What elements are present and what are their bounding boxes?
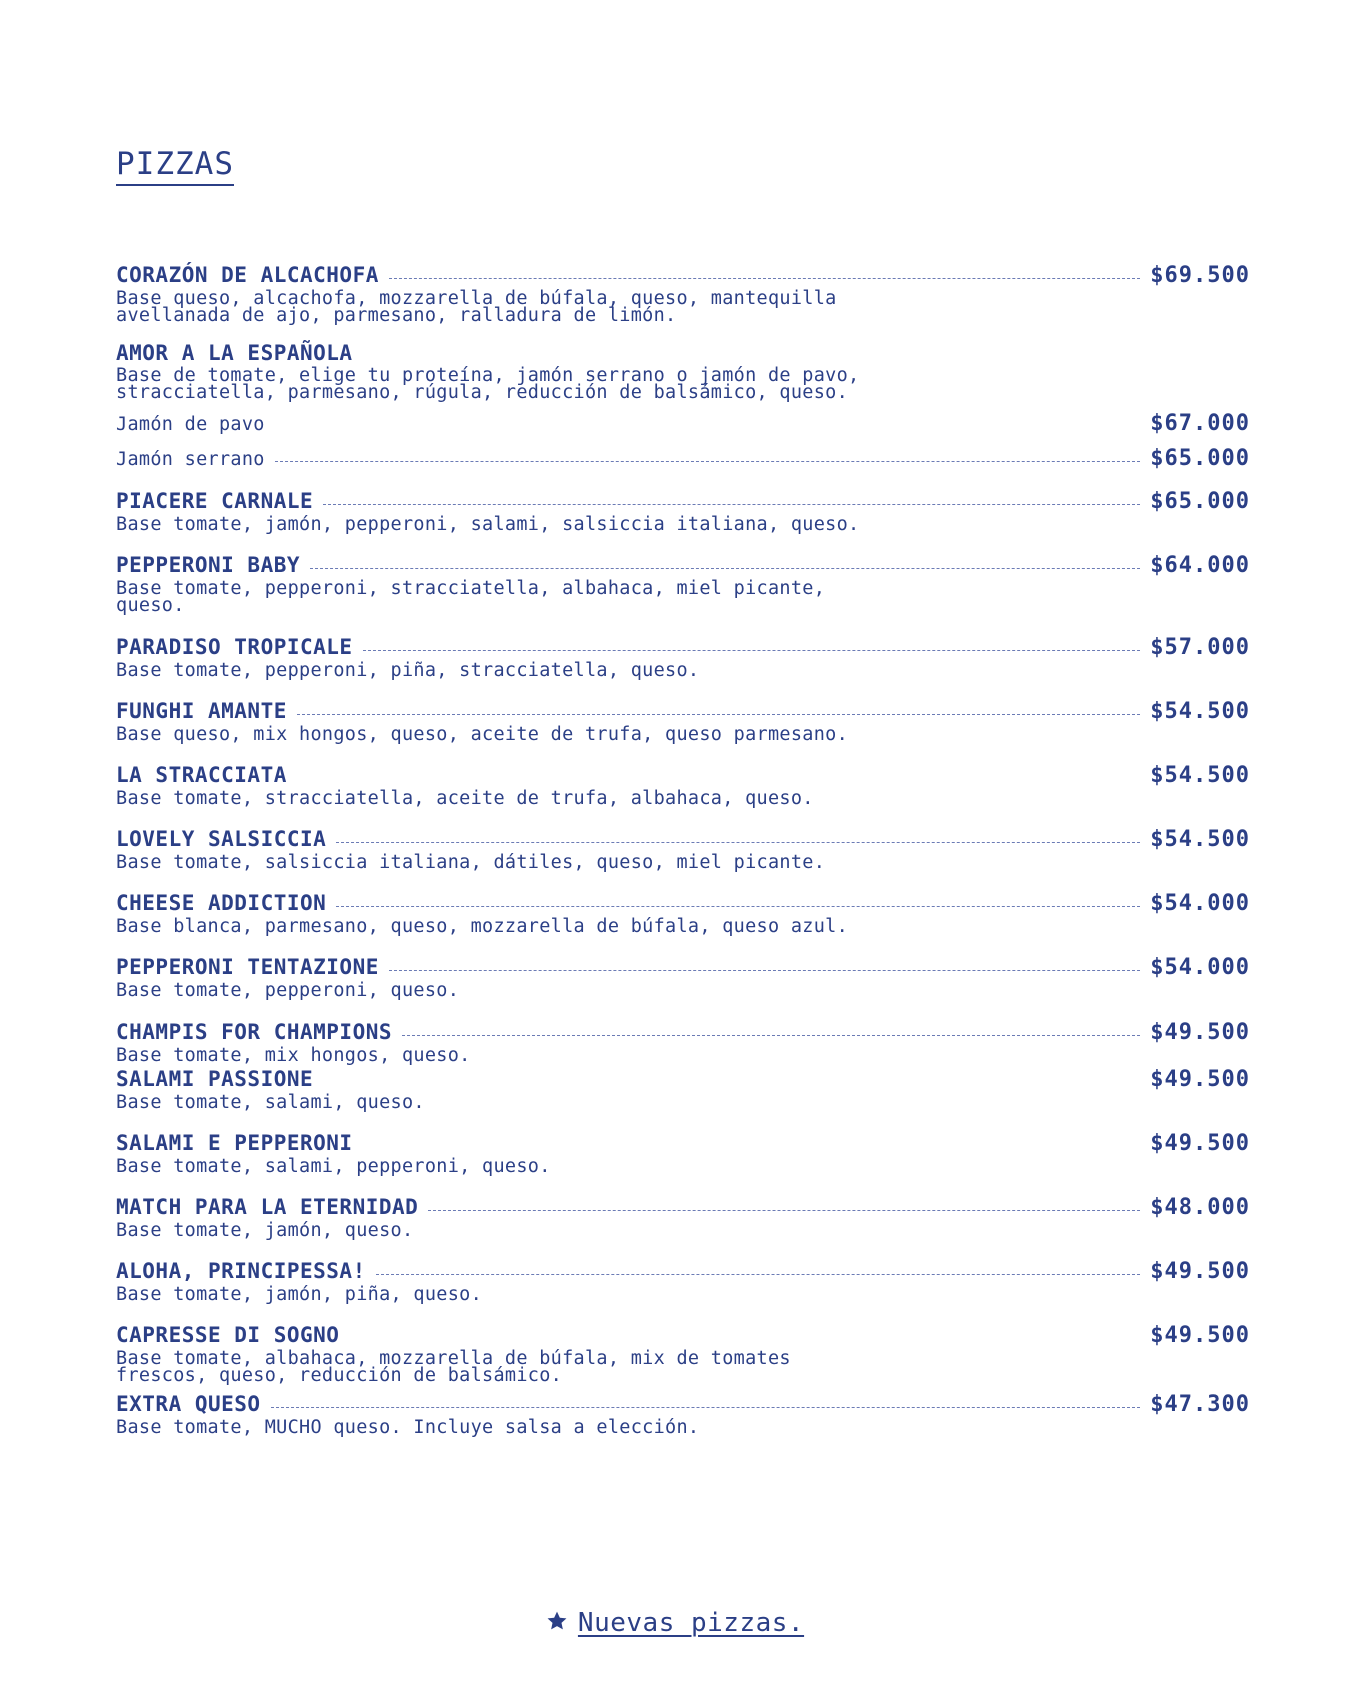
dotted-leader bbox=[297, 714, 1140, 715]
dotted-leader bbox=[376, 1274, 1141, 1275]
menu-item-name: MATCH PARA LA ETERNIDAD bbox=[116, 1195, 419, 1219]
menu-item-name: SALAMI E PEPPERONI bbox=[116, 1131, 353, 1155]
menu-item-price: $49.500 bbox=[1150, 1259, 1250, 1284]
menu-item-name: LA STRACCIATA bbox=[116, 763, 287, 787]
menu-item bbox=[116, 1259, 1250, 1303]
dotted-leader bbox=[275, 461, 1141, 462]
menu-item-name: AMOR A LA ESPAÑOLA bbox=[116, 341, 353, 365]
menu-item-description: Base queso, mix hongos, queso, aceite de trufa, queso parmesano. bbox=[116, 724, 849, 745]
dotted-leader bbox=[389, 278, 1140, 279]
menu-item-header bbox=[116, 489, 1250, 514]
dotted-leader bbox=[310, 568, 1140, 569]
menu-item-variant bbox=[116, 411, 1250, 436]
variant-price: $65.000 bbox=[1150, 446, 1250, 471]
menu-item-description: Base tomate, jamón, queso. bbox=[116, 1220, 414, 1241]
menu-item bbox=[116, 1131, 1250, 1175]
menu-item-price: $54.000 bbox=[1150, 891, 1250, 916]
menu-item-price: $47.300 bbox=[1150, 1392, 1250, 1417]
menu-item-name: FUNGHI AMANTE bbox=[116, 699, 287, 723]
menu-item-description: Base tomate, pepperoni, piña, stracciatella, queso. bbox=[116, 660, 700, 681]
footer-note bbox=[0, 1608, 1350, 1638]
menu-item-price: $49.500 bbox=[1150, 1323, 1250, 1348]
menu-item bbox=[116, 891, 1250, 935]
menu-item bbox=[116, 827, 1250, 871]
menu-items-list bbox=[116, 243, 1250, 1436]
menu-item-name: LOVELY SALSICCIA bbox=[116, 827, 327, 851]
menu-item-description: Base de tomate, elige tu proteína, jamón serrano o jamón de pavo, stracciatella, parmesano, rúgula, reducción de balsámico, queso. bbox=[116, 365, 860, 403]
menu-item-header bbox=[116, 891, 1250, 916]
menu-item-price: $54.500 bbox=[1150, 827, 1250, 852]
menu-item-description: Base tomate, albahaca, mozzarella de búfala, mix de tomates frescos, queso, reducción de balsámico. bbox=[116, 1348, 791, 1386]
variant-price: $67.000 bbox=[1150, 411, 1250, 436]
menu-item-price: $69.500 bbox=[1150, 263, 1250, 288]
menu-item-description: Base tomate, salami, queso. bbox=[116, 1092, 425, 1113]
menu-item-variant bbox=[116, 446, 1250, 471]
menu-item-price: $64.000 bbox=[1150, 553, 1250, 578]
menu-item-description: Base queso, alcachofa, mozzarella de búfala, queso, mantequilla avellanada de ajo, parmesano, ralladura de limón. bbox=[116, 288, 837, 326]
menu-item-header bbox=[116, 699, 1250, 724]
menu-item-header bbox=[116, 1067, 1250, 1092]
dotted-leader bbox=[363, 650, 1141, 651]
menu-item-price: $65.000 bbox=[1150, 489, 1250, 514]
menu-item-header bbox=[116, 955, 1250, 980]
dotted-leader bbox=[363, 1146, 1141, 1147]
dotted-leader bbox=[402, 1035, 1140, 1036]
menu-item bbox=[116, 263, 1250, 324]
dotted-leader bbox=[323, 504, 1140, 505]
menu-item-price: $54.000 bbox=[1150, 955, 1250, 980]
menu-item-price: $54.500 bbox=[1150, 699, 1250, 724]
menu-item-name: PEPPERONI BABY bbox=[116, 553, 301, 577]
dotted-leader bbox=[336, 906, 1140, 907]
menu-item-header bbox=[116, 263, 1250, 288]
menu-item bbox=[116, 1323, 1250, 1384]
menu-item-header bbox=[116, 763, 1250, 788]
menu-item bbox=[116, 1195, 1250, 1239]
menu-item-name: PARADISO TROPICALE bbox=[116, 635, 353, 659]
new-pizzas-note: Nuevas pizzas. bbox=[577, 1608, 805, 1638]
menu-item-description: Base blanca, parmesano, queso, mozzarella de búfala, queso azul. bbox=[116, 916, 849, 937]
variant-name: Jamón de pavo bbox=[116, 414, 265, 435]
menu-item-description: Base tomate, jamón, pepperoni, salami, salsiccia italiana, queso. bbox=[116, 514, 860, 535]
dotted-leader bbox=[323, 1082, 1140, 1083]
menu-item-name: SALAMI PASSIONE bbox=[116, 1067, 314, 1091]
menu-item-price: $49.500 bbox=[1150, 1131, 1250, 1156]
menu-item-description: Base tomate, jamón, piña, queso. bbox=[116, 1284, 483, 1305]
menu-item-price: $57.000 bbox=[1150, 635, 1250, 660]
dotted-leader bbox=[297, 778, 1140, 779]
menu-item-description: Base tomate, pepperoni, stracciatella, albahaca, miel picante, queso. bbox=[116, 578, 826, 616]
menu-item-header bbox=[116, 553, 1250, 578]
dotted-leader bbox=[389, 970, 1140, 971]
menu-item-header bbox=[116, 341, 1250, 365]
menu-item bbox=[116, 1392, 1250, 1436]
menu-item bbox=[116, 955, 1250, 999]
dotted-leader bbox=[428, 1210, 1140, 1211]
menu-item-price: $48.000 bbox=[1150, 1195, 1250, 1220]
dotted-leader bbox=[271, 1407, 1141, 1408]
menu-item-header bbox=[116, 635, 1250, 660]
menu-item-price: $49.500 bbox=[1150, 1020, 1250, 1045]
variant-name: Jamón serrano bbox=[116, 449, 265, 470]
menu-item bbox=[116, 1020, 1250, 1064]
menu-item-name: EXTRA QUESO bbox=[116, 1392, 261, 1416]
section-title: PIZZAS bbox=[116, 146, 234, 186]
menu-item-description: Base tomate, salami, pepperoni, queso. bbox=[116, 1156, 551, 1177]
menu-item-name: PIACERE CARNALE bbox=[116, 489, 314, 513]
menu-item-price: $54.500 bbox=[1150, 763, 1250, 788]
menu-item bbox=[116, 635, 1250, 679]
menu-item-name: ALOHA, PRINCIPESSA! bbox=[116, 1259, 366, 1283]
menu-item bbox=[116, 341, 1250, 471]
menu-item-header bbox=[116, 1195, 1250, 1220]
menu-item bbox=[116, 699, 1250, 743]
menu-item bbox=[116, 553, 1250, 614]
menu-item-description: Base tomate, stracciatella, aceite de trufa, albahaca, queso. bbox=[116, 788, 814, 809]
menu-item-description: Base tomate, salsiccia italiana, dátiles, queso, miel picante. bbox=[116, 852, 826, 873]
menu-item-header bbox=[116, 1131, 1250, 1156]
dotted-leader bbox=[275, 426, 1141, 427]
menu-item bbox=[116, 489, 1250, 533]
dotted-leader bbox=[349, 1338, 1140, 1339]
menu-item-header bbox=[116, 1259, 1250, 1284]
menu-item-description: Base tomate, pepperoni, queso. bbox=[116, 980, 460, 1001]
menu-item-name: CHEESE ADDICTION bbox=[116, 891, 327, 915]
menu-item-header bbox=[116, 1392, 1250, 1417]
menu-item-name: CAPRESSE DI SOGNO bbox=[116, 1323, 340, 1347]
dotted-leader bbox=[336, 842, 1140, 843]
menu-item-description: Base tomate, MUCHO queso. Incluye salsa a elección. bbox=[116, 1417, 700, 1438]
menu-item-name: CORAZÓN DE ALCACHOFA bbox=[116, 263, 379, 287]
menu-item-header bbox=[116, 827, 1250, 852]
star-icon bbox=[546, 1610, 568, 1632]
menu-item bbox=[116, 763, 1250, 807]
menu-item-price: $49.500 bbox=[1150, 1067, 1250, 1092]
menu-item-description: Base tomate, mix hongos, queso. bbox=[116, 1045, 471, 1066]
menu-item-name: PEPPERONI TENTAZIONE bbox=[116, 955, 379, 979]
menu-item-header bbox=[116, 1020, 1250, 1045]
menu-item-name: CHAMPIS FOR CHAMPIONS bbox=[116, 1020, 393, 1044]
menu-item bbox=[116, 1067, 1250, 1111]
menu-item-header bbox=[116, 1323, 1250, 1348]
